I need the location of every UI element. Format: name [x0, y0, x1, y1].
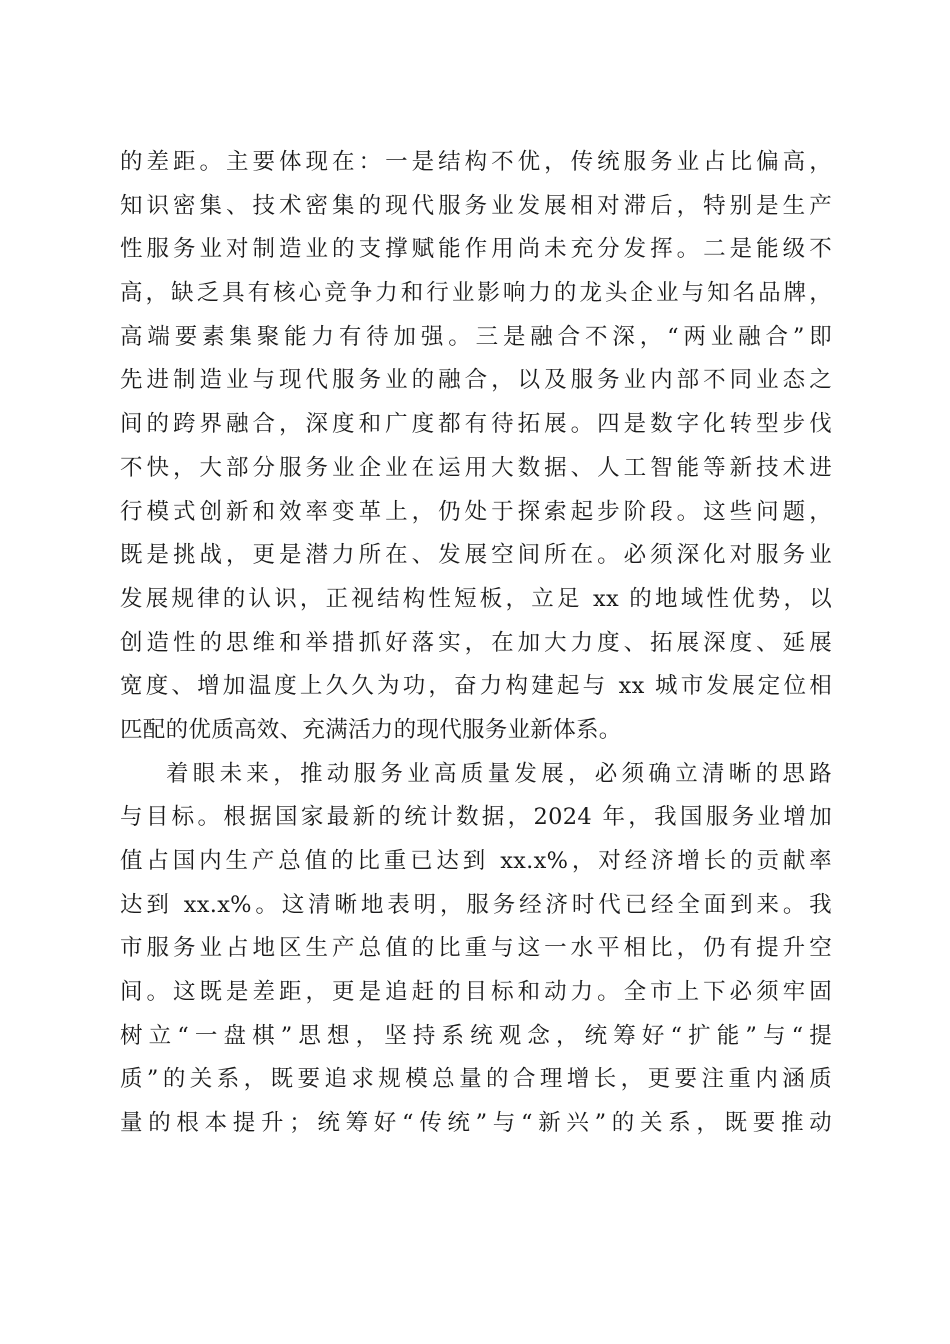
- text-line: 知识密集、技术密集的现代服务业发展相对滞后，特别是生产: [120, 192, 832, 219]
- text-line: 先进制造业与现代服务业的融合，以及服务业内部不同业态之: [120, 367, 832, 394]
- text-line: 树立“一盘棋”思想，坚持系统观念，统筹好“扩能”与“提: [120, 1022, 832, 1049]
- text-line: 着眼未来，推动服务业高质量发展，必须确立清晰的思路: [166, 760, 832, 787]
- text-line: 不快，大部分服务业企业在运用大数据、人工智能等新技术进: [120, 454, 832, 481]
- text-line: 匹配的优质高效、充满活力的现代服务业新体系。: [120, 716, 622, 743]
- document-body: [120, 141, 832, 1146]
- text-line: 行模式创新和效率变革上，仍处于探索起步阶段。这些问题，: [120, 498, 832, 525]
- text-line: 市服务业占地区生产总值的比重与这一水平相比，仍有提升空: [120, 935, 832, 962]
- text-line: 质”的关系，既要追求规模总量的合理增长，更要注重内涵质: [120, 1066, 832, 1093]
- text-line: 达到 xx.x%。这清晰地表明，服务经济时代已经全面到来。我: [120, 891, 832, 918]
- text-line: 间。这既是差距，更是追赶的目标和动力。全市上下必须牢固: [120, 979, 832, 1006]
- text-line: 的差距。主要体现在：一是结构不优，传统服务业占比偏高，: [120, 149, 832, 175]
- text-line: 与目标。根据国家最新的统计数据，2024 年，我国服务业增加: [120, 804, 832, 831]
- text-line: 量的根本提升；统筹好“传统”与“新兴”的关系，既要推动: [120, 1110, 832, 1137]
- text-line: 发展规律的认识，正视结构性短板，立足 xx 的地域性优势，以: [120, 585, 832, 612]
- text-line: 宽度、增加温度上久久为功，奋力构建起与 xx 城市发展定位相: [120, 673, 832, 700]
- text-line: 高端要素集聚能力有待加强。三是融合不深，“两业融合”即: [120, 323, 832, 350]
- paragraph-1: [120, 141, 832, 753]
- text-line: 高，缺乏具有核心竞争力和行业影响力的龙头企业与知名品牌，: [120, 280, 832, 307]
- text-line: 间的跨界融合，深度和广度都有待拓展。四是数字化转型步伐: [120, 411, 832, 438]
- text-line: 既是挑战，更是潜力所在、发展空间所在。必须深化对服务业: [120, 542, 832, 569]
- text-line: 创造性的思维和举措抓好落实，在加大力度、拓展深度、延展: [120, 629, 832, 656]
- text-line: 性服务业对制造业的支撑赋能作用尚未充分发挥。二是能级不: [120, 236, 832, 263]
- text-line: 值占国内生产总值的比重已达到 xx.x%，对经济增长的贡献率: [120, 848, 832, 874]
- paragraph-2: [120, 753, 832, 1146]
